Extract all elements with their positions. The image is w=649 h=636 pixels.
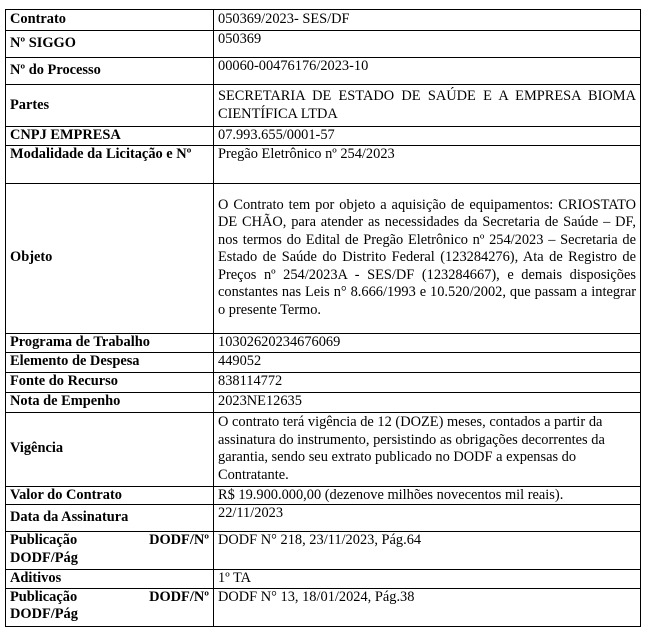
label-publicacao-1-line [10, 532, 209, 550]
label-programa: Programa de Trabalho [6, 333, 214, 352]
label-modalidade: Modalidade da Licitação e Nº [6, 145, 214, 183]
value-publicacao-2: DODF N° 13, 18/01/2024, Pág.38 [214, 588, 641, 626]
label-valor: Valor do Contrato [6, 486, 214, 505]
row-empenho [6, 392, 641, 412]
label-elemento: Elemento de Despesa [6, 352, 214, 372]
row-programa [6, 333, 641, 352]
row-assinatura [6, 505, 641, 532]
label-contrato: Contrato [6, 10, 214, 31]
value-elemento: 449052 [214, 352, 641, 372]
label-publicacao-2-line [10, 589, 209, 607]
row-objeto [6, 183, 641, 333]
value-partes: SECRETARIA DE ESTADO DE SAÚDE E A EMPRESA BIOMA CIENTÍFICA LTDA [214, 85, 641, 127]
row-publicacao-2 [6, 588, 641, 626]
label-publicacao-2-a: Publicação [10, 588, 78, 605]
label-fonte: Fonte do Recurso [6, 372, 214, 392]
row-partes [6, 85, 641, 127]
row-aditivos [6, 570, 641, 589]
value-assinatura: 22/11/2023 [214, 505, 641, 532]
label-publicacao-2-b: DODF/Nº [149, 588, 209, 605]
value-valor: R$ 19.900.000,00 (dezenove milhões novecentos mil reais). [214, 486, 641, 505]
label-cnpj: CNPJ EMPRESA [6, 127, 214, 146]
label-publicacao-1-c: DODF/Pág [10, 549, 78, 566]
row-contrato [6, 10, 641, 31]
value-empenho: 2023NE12635 [214, 392, 641, 412]
label-assinatura: Data da Assinatura [6, 505, 214, 532]
contract-table [5, 9, 641, 627]
row-modalidade [6, 145, 641, 183]
row-fonte [6, 372, 641, 392]
row-valor [6, 486, 641, 505]
row-publicacao-1 [6, 532, 641, 570]
value-vigencia: O contrato terá vigência de 12 (DOZE) meses, contados a partir da assinatura do instrumento, persistindo as obrigações decorrentes da garantia, sendo seu extrato publicado no DODF a expensas do Contratante. [214, 412, 641, 486]
label-publicacao-1-a: Publicação [10, 532, 78, 548]
value-modalidade: Pregão Eletrônico nº 254/2023 [214, 145, 641, 183]
row-cnpj [6, 127, 641, 146]
contract-extract [5, 9, 640, 627]
value-aditivos: 1º TA [214, 570, 641, 589]
value-programa: 10302620234676069 [214, 333, 641, 352]
value-contrato: 050369/2023- SES/DF [214, 10, 641, 31]
label-partes: Partes [6, 85, 214, 127]
label-publicacao-1 [6, 532, 214, 570]
row-vigencia [6, 412, 641, 486]
label-processo: Nº do Processo [6, 58, 214, 85]
row-processo [6, 58, 641, 85]
label-empenho: Nota de Empenho [6, 392, 214, 412]
value-objeto: O Contrato tem por objeto a aquisição de equipamentos: CRIOSTATO DE CHÃO, para atender as necessidades da Secretaria de Saúde – DF, nos termos do Edital de Pregão Eletrônico nº 254/2023 – Secretaria de Estado de Saúde do Distrito Federal (123284276), Ata de Registro de Preços nº 254/2023A - SES/DF (123284667), e demais disposições constantes nas Leis n° 8.666/1993 e 10.520/2002, que passam a integrar o presente Termo. [214, 183, 641, 333]
row-siggo [6, 31, 641, 58]
value-processo: 00060-00476176/2023-10 [214, 58, 641, 85]
value-cnpj: 07.993.655/0001-57 [214, 127, 641, 146]
row-elemento [6, 352, 641, 372]
value-siggo: 050369 [214, 31, 641, 58]
label-aditivos: Aditivos [6, 570, 214, 589]
label-objeto: Objeto [6, 183, 214, 333]
label-siggo: Nº SIGGO [6, 31, 214, 58]
value-fonte: 838114772 [214, 372, 641, 392]
label-vigencia: Vigência [6, 412, 214, 486]
label-publicacao-1-b: DODF/Nº [149, 532, 209, 548]
label-publicacao-2 [6, 588, 214, 626]
value-publicacao-1: DODF N° 218, 23/11/2023, Pág.64 [214, 532, 641, 570]
label-publicacao-2-c: DODF/Pág [10, 606, 78, 622]
